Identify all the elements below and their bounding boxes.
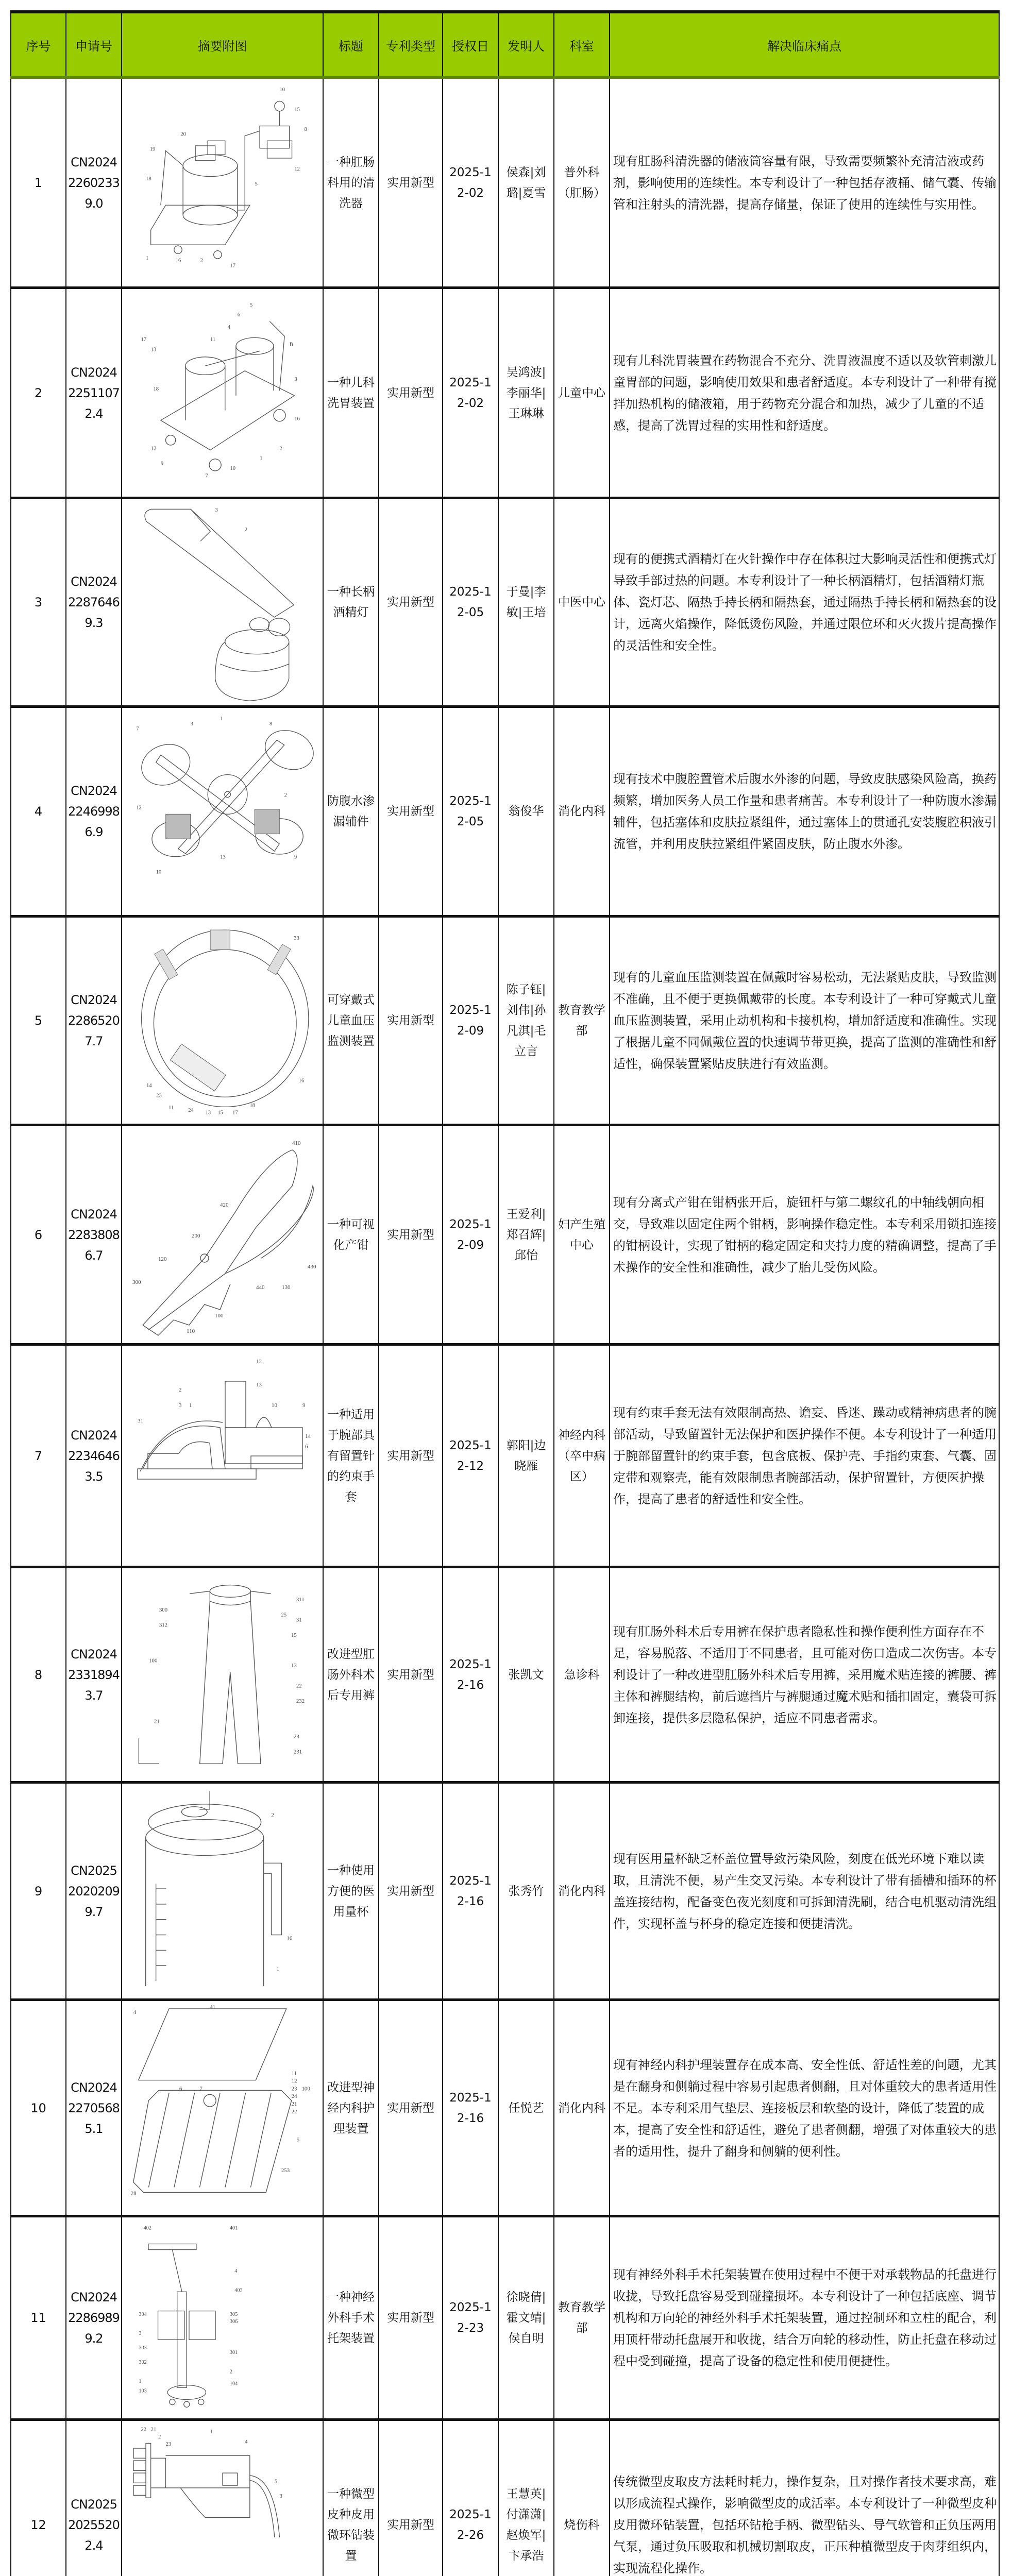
svg-text:23: 23 bbox=[165, 2442, 171, 2448]
svg-text:1: 1 bbox=[259, 455, 262, 462]
svg-text:22: 22 bbox=[296, 1683, 302, 1689]
svg-text:1: 1 bbox=[189, 1402, 192, 1409]
cell-pain: 现有神经外科手术托架装置在使用过程中不便于对承载物品的托盘进行收拢，导致托盘容易受到碰撞损坏。本专利设计了一种包括底座、调节机构和万向轮的神经外科手术托架装置，通过控制环和立柱的配合，利用顶杆带动托盘展开和收拢，结合万向轮的移动性，防止托盘在移动过程中受到碰撞，提高了设备的稳定性和使用便捷性。 bbox=[610, 2216, 999, 2420]
svg-text:23: 23 bbox=[293, 1733, 299, 1740]
cell-index: 9 bbox=[11, 1783, 66, 2000]
patent-table-sheet bbox=[10, 10, 999, 2576]
svg-text:24: 24 bbox=[291, 2093, 297, 2099]
svg-text:430: 430 bbox=[307, 1263, 316, 1270]
cell-title: 一种肛肠科用的清洗器 bbox=[323, 78, 379, 288]
header-type: 专利类型 bbox=[379, 12, 443, 78]
table-row bbox=[11, 917, 999, 1125]
svg-text:1: 1 bbox=[210, 2429, 213, 2435]
svg-text:25: 25 bbox=[280, 1612, 286, 1618]
cell-date: 2025-12-05 bbox=[443, 707, 498, 917]
cell-inventors: 吴鸿波|李丽华|王琳琳 bbox=[498, 288, 554, 498]
cell-type: 实用新型 bbox=[379, 1345, 443, 1567]
svg-text:4: 4 bbox=[244, 2439, 248, 2445]
svg-text:33: 33 bbox=[293, 935, 299, 941]
svg-text:13: 13 bbox=[291, 1662, 297, 1669]
patent-figure bbox=[126, 1129, 318, 1341]
svg-text:2: 2 bbox=[244, 527, 247, 533]
cell-title: 一种长柄酒精灯 bbox=[323, 498, 379, 707]
cell-app-no: CN202422838086.7 bbox=[66, 1125, 122, 1345]
cell-type: 实用新型 bbox=[379, 78, 443, 288]
table-row bbox=[11, 1125, 999, 1345]
cell-title: 一种儿科洗胃装置 bbox=[323, 288, 379, 498]
cell-date: 2025-12-02 bbox=[443, 78, 498, 288]
cell-title: 一种微型皮种皮用微环钻装置 bbox=[323, 2420, 379, 2576]
table-row bbox=[11, 2000, 999, 2216]
svg-text:7: 7 bbox=[136, 725, 139, 732]
svg-text:12: 12 bbox=[150, 446, 156, 452]
cell-index: 11 bbox=[11, 2216, 66, 2420]
cell-app-no: CN202422865207.7 bbox=[66, 917, 122, 1125]
svg-text:10: 10 bbox=[156, 869, 161, 875]
cell-pain: 现有的儿童血压监测装置在佩戴时容易松动，无法紧贴皮肤，导致监测不准确，且不便于更换佩戴带的长度。本专利设计了一种可穿戴式儿童血压监测装置，采用止动机构和卡接机构，增加舒适度和准确性。实现了根据儿童不同佩戴位置的快速调节带更换，提高了监测的准确性和舒适性，确保装置紧贴皮肤进行有效监测。 bbox=[610, 917, 999, 1125]
svg-text:9: 9 bbox=[302, 1402, 305, 1409]
cell-index: 4 bbox=[11, 707, 66, 917]
cell-dept: 妇产生殖中心 bbox=[554, 1125, 610, 1345]
neuro-nursing-device-drawing-icon bbox=[127, 2004, 318, 2213]
svg-text:11: 11 bbox=[168, 1105, 174, 1111]
cell-pain: 现有肛肠外科术后专用裤在保护患者隐私性和操作便利性方面存在不足，容易脱落、不适用于不同患者，且可能对伤口造成二次伤害。本专利设计了一种改进型肛肠外科术后专用裤，采用魔术贴连接的裤腰、裤主体和裤腿结构，前后遮挡片与裤腿通过魔术贴和插扣固定，囊袋可拆卸连接，提供多层隐私保护，适应不同患者需求。 bbox=[610, 1567, 999, 1783]
svg-text:18: 18 bbox=[153, 386, 159, 392]
cell-date: 2025-12-26 bbox=[443, 2420, 498, 2576]
svg-text:304: 304 bbox=[138, 2311, 147, 2317]
svg-text:12: 12 bbox=[291, 2077, 297, 2084]
header-inventors: 发明人 bbox=[498, 12, 554, 78]
cell-dept: 儿童中心 bbox=[554, 288, 610, 498]
svg-text:420: 420 bbox=[220, 1201, 228, 1208]
svg-text:130: 130 bbox=[281, 1284, 290, 1291]
svg-text:100: 100 bbox=[148, 1657, 157, 1664]
svg-text:402: 402 bbox=[143, 2225, 151, 2231]
svg-text:16: 16 bbox=[294, 416, 300, 422]
svg-text:1: 1 bbox=[276, 1965, 279, 1972]
svg-text:4: 4 bbox=[227, 324, 230, 330]
cell-type: 实用新型 bbox=[379, 917, 443, 1125]
cell-dept: 教育教学部 bbox=[554, 917, 610, 1125]
svg-text:22: 22 bbox=[140, 2427, 146, 2433]
svg-text:3: 3 bbox=[178, 1402, 181, 1409]
cell-type: 实用新型 bbox=[379, 1567, 443, 1783]
svg-text:15: 15 bbox=[217, 1110, 223, 1116]
patent-figure bbox=[126, 2424, 318, 2576]
table-row bbox=[11, 2216, 999, 2420]
svg-text:11: 11 bbox=[210, 336, 215, 343]
svg-text:17: 17 bbox=[232, 1110, 238, 1116]
svg-text:120: 120 bbox=[158, 1256, 166, 1262]
svg-text:2: 2 bbox=[158, 2434, 161, 2441]
cell-type: 实用新型 bbox=[379, 498, 443, 707]
svg-text:28: 28 bbox=[130, 2190, 137, 2196]
cell-date: 2025-12-16 bbox=[443, 2000, 498, 2216]
cell-app-no: CN202422869899.2 bbox=[66, 2216, 122, 2420]
cell-app-no: CN202520255202.4 bbox=[66, 2420, 122, 2576]
table-row bbox=[11, 288, 999, 498]
svg-text:311: 311 bbox=[296, 1596, 305, 1603]
cell-type: 实用新型 bbox=[379, 2420, 443, 2576]
cell-app-no: CN202422469986.9 bbox=[66, 707, 122, 917]
svg-text:16: 16 bbox=[175, 258, 181, 264]
cell-app-no: CN202423318943.7 bbox=[66, 1567, 122, 1783]
cell-inventors: 任悦艺 bbox=[498, 2000, 554, 2216]
svg-text:110: 110 bbox=[186, 1328, 195, 1334]
svg-text:41: 41 bbox=[209, 2004, 215, 2010]
cell-title: 一种使用方便的医用量杯 bbox=[323, 1783, 379, 2000]
svg-text:5: 5 bbox=[254, 181, 258, 187]
cell-figure bbox=[122, 2000, 323, 2216]
cell-date: 2025-12-09 bbox=[443, 917, 498, 1125]
header-title: 标题 bbox=[323, 12, 379, 78]
svg-text:17: 17 bbox=[140, 336, 146, 343]
svg-text:21: 21 bbox=[150, 2427, 156, 2433]
svg-text:14: 14 bbox=[305, 1433, 311, 1439]
svg-text:10: 10 bbox=[271, 1402, 277, 1409]
table-row bbox=[11, 707, 999, 917]
svg-text:300: 300 bbox=[132, 1279, 141, 1285]
cell-inventors: 郭阳|边晓雁 bbox=[498, 1345, 554, 1567]
svg-text:1: 1 bbox=[138, 2378, 141, 2384]
table-row bbox=[11, 78, 999, 288]
svg-text:13: 13 bbox=[205, 1110, 211, 1116]
svg-text:2: 2 bbox=[279, 446, 282, 452]
svg-text:200: 200 bbox=[191, 1232, 200, 1239]
header-date: 授权日 bbox=[443, 12, 498, 78]
svg-text:104: 104 bbox=[229, 2381, 238, 2387]
cell-figure bbox=[122, 498, 323, 707]
cell-index: 8 bbox=[11, 1567, 66, 1783]
cell-app-no: CN202422346463.5 bbox=[66, 1345, 122, 1567]
surgical-tray-stand-drawing-icon bbox=[127, 2220, 318, 2416]
cell-pain: 现有约束手套无法有效限制高热、谵妄、昏迷、躁动或精神病患者的腕部活动，导致留置针无法保护和医护操作不便。本专利设计了一种适用于腕部留置针的约束手套，包含底板、保护壳、手指约束套、气囊、固定带和观察壳，能有效限制患者腕部活动，保护留置针，方便医护操作，提高了患者的舒适性和安全性。 bbox=[610, 1345, 999, 1567]
cell-app-no: CN202422705685.1 bbox=[66, 2000, 122, 2216]
svg-text:9: 9 bbox=[160, 460, 163, 466]
svg-text:4: 4 bbox=[133, 2009, 136, 2015]
patent-table bbox=[10, 10, 1000, 2576]
cell-type: 实用新型 bbox=[379, 1783, 443, 2000]
svg-text:10: 10 bbox=[229, 465, 235, 471]
svg-text:13: 13 bbox=[256, 1381, 262, 1388]
svg-text:31: 31 bbox=[137, 1417, 143, 1424]
cell-figure bbox=[122, 1125, 323, 1345]
cell-figure bbox=[122, 1345, 323, 1567]
header-row bbox=[11, 12, 999, 78]
cell-index: 12 bbox=[11, 2420, 66, 2576]
cell-app-no: CN202520202099.7 bbox=[66, 1783, 122, 2000]
svg-text:312: 312 bbox=[159, 1621, 167, 1628]
svg-text:6: 6 bbox=[305, 1443, 308, 1450]
svg-text:13: 13 bbox=[150, 346, 156, 352]
cell-dept: 普外科（肛肠） bbox=[554, 78, 610, 288]
cell-inventors: 陈子钰|刘伟|孙凡淇|毛立言 bbox=[498, 917, 554, 1125]
svg-text:23: 23 bbox=[291, 2085, 297, 2092]
cell-inventors: 徐晓倩|霍文靖|侯自明 bbox=[498, 2216, 554, 2420]
svg-text:17: 17 bbox=[229, 262, 235, 268]
cell-title: 改进型肛肠外科术后专用裤 bbox=[323, 1567, 379, 1783]
svg-text:21: 21 bbox=[154, 1718, 160, 1725]
header-pain: 解决临床痛点 bbox=[610, 12, 999, 78]
cell-date: 2025-12-05 bbox=[443, 498, 498, 707]
ascites-leak-prevention-drawing-icon bbox=[127, 710, 318, 913]
svg-text:2: 2 bbox=[178, 1386, 181, 1393]
svg-text:B: B bbox=[289, 342, 293, 348]
child-bp-monitor-drawing-icon bbox=[127, 920, 318, 1122]
cell-app-no: CN202422876469.3 bbox=[66, 498, 122, 707]
svg-text:21: 21 bbox=[291, 2100, 297, 2107]
cell-figure bbox=[122, 1567, 323, 1783]
cell-dept: 消化内科 bbox=[554, 1783, 610, 2000]
cell-index: 7 bbox=[11, 1345, 66, 1567]
svg-text:231: 231 bbox=[293, 1749, 302, 1755]
cell-inventors: 翁俊华 bbox=[498, 707, 554, 917]
svg-text:15: 15 bbox=[291, 1632, 297, 1638]
patent-figure bbox=[126, 502, 318, 703]
cell-app-no: CN202422511072.4 bbox=[66, 288, 122, 498]
svg-text:300: 300 bbox=[159, 1606, 167, 1613]
cell-pain: 现有的便携式酒精灯在火针操作中存在体积过大影响灵活性和便携式灯导致手部过热的问题。本专利设计了一种长柄酒精灯，包括酒精灯瓶体、瓷灯芯、隔热手持长柄和隔热套，通过隔热手持长柄和隔热套的设计，远离火焰操作，降低烫伤风险，并通过限位环和灭火拨片提高操作的灵活性和安全性。 bbox=[610, 498, 999, 707]
svg-text:6: 6 bbox=[237, 312, 240, 318]
svg-text:1: 1 bbox=[145, 255, 148, 261]
cell-figure bbox=[122, 2420, 323, 2576]
svg-text:10: 10 bbox=[279, 87, 285, 93]
patent-figure bbox=[126, 1348, 318, 1564]
cell-title: 一种神经外科手术托架装置 bbox=[323, 2216, 379, 2420]
cell-pain: 现有分离式产钳在钳柄张开后，旋钮杆与第二螺纹孔的中轴线朝向相交，导致难以固定住两个钳柄，影响操作稳定性。本专利采用锁扣连接的钳柄设计，实现了钳柄的稳定固定和夹持力度的精确调整，提高了手术操作的安全性和准确性，减少了胎儿受伤风险。 bbox=[610, 1125, 999, 1345]
cell-date: 2025-12-16 bbox=[443, 1567, 498, 1783]
header-dept: 科室 bbox=[554, 12, 610, 78]
patent-figure bbox=[126, 1786, 318, 1996]
svg-text:2: 2 bbox=[284, 792, 287, 799]
svg-text:401: 401 bbox=[229, 2225, 238, 2231]
cell-dept: 消化内科 bbox=[554, 2000, 610, 2216]
svg-text:303: 303 bbox=[138, 2345, 147, 2351]
svg-text:306: 306 bbox=[229, 2318, 238, 2325]
table-row bbox=[11, 498, 999, 707]
svg-text:20: 20 bbox=[180, 131, 186, 138]
svg-text:16: 16 bbox=[298, 1078, 304, 1084]
svg-text:4: 4 bbox=[234, 2268, 237, 2274]
svg-text:2: 2 bbox=[229, 2368, 232, 2375]
cell-app-no: CN202422602339.0 bbox=[66, 78, 122, 288]
cell-dept: 急诊科 bbox=[554, 1567, 610, 1783]
svg-text:440: 440 bbox=[256, 1284, 264, 1291]
svg-text:7: 7 bbox=[199, 2085, 203, 2092]
svg-text:3: 3 bbox=[279, 2494, 282, 2500]
patent-figure bbox=[126, 2004, 318, 2213]
svg-text:5: 5 bbox=[274, 2479, 277, 2485]
cell-pain: 现有肛肠科清洗器的储液筒容量有限，导致需要频繁补充清洁液或药剂，影响使用的连续性。本专利设计了一种包括存液桶、储气囊、传输管和注射头的清洗器，提高存储量，保证了使用的连续性与实用性。 bbox=[610, 78, 999, 288]
svg-text:15: 15 bbox=[294, 107, 300, 113]
svg-text:8: 8 bbox=[304, 126, 307, 132]
cell-title: 一种可视化产钳 bbox=[323, 1125, 379, 1345]
header-index: 序号 bbox=[11, 12, 66, 78]
restraint-glove-drawing-icon bbox=[127, 1348, 318, 1564]
cell-date: 2025-12-09 bbox=[443, 1125, 498, 1345]
svg-text:3: 3 bbox=[215, 507, 218, 513]
svg-text:22: 22 bbox=[291, 2108, 297, 2115]
cell-index: 1 bbox=[11, 78, 66, 288]
svg-text:5: 5 bbox=[296, 2136, 299, 2143]
header-app-no: 申请号 bbox=[66, 12, 122, 78]
svg-text:5: 5 bbox=[249, 302, 252, 308]
patent-figure bbox=[126, 710, 318, 913]
svg-text:302: 302 bbox=[138, 2359, 147, 2365]
cell-figure bbox=[122, 78, 323, 288]
cell-dept: 中医中心 bbox=[554, 498, 610, 707]
micro-skin-graft-drill-drawing-icon bbox=[127, 2424, 318, 2576]
cell-figure bbox=[122, 707, 323, 917]
cell-title: 可穿戴式儿童血压监测装置 bbox=[323, 917, 379, 1125]
cell-dept: 神经内科（卒中病区） bbox=[554, 1345, 610, 1567]
patent-figure bbox=[126, 292, 318, 495]
header-figure: 摘要附图 bbox=[122, 12, 323, 78]
svg-text:301: 301 bbox=[229, 2349, 238, 2355]
cell-pain: 传统微型皮取皮方法耗时耗力，操作复杂，且对操作者技术要求高，难以形成流程式操作，影响微型皮的成活率。本专利设计了一种微型皮种皮用微环钻装置，包括环钻枪手柄、微型钻头、导气软管和正负压两用气泵，通过负压吸取和机械切割取皮，正压种植微型皮于肉芽组织内，实现流程化操作。 bbox=[610, 2420, 999, 2576]
visual-forceps-drawing-icon bbox=[127, 1129, 318, 1341]
svg-text:23: 23 bbox=[156, 1092, 162, 1098]
svg-text:3: 3 bbox=[190, 721, 193, 727]
cell-pain: 现有技术中腹腔置管术后腹水外渗的问题，导致皮肤感染风险高，换药频繁，增加医务人员工作量和患者痛苦。本专利设计了一种防腹水渗漏辅件，包括塞体和皮肤拉紧组件，通过塞体上的贯通孔安装腹腔积液引流管，并利用皮肤拉紧组件紧固皮肤，防止腹水外渗。 bbox=[610, 707, 999, 917]
svg-text:12: 12 bbox=[294, 166, 300, 172]
cell-figure bbox=[122, 288, 323, 498]
long-handle-alcohol-lamp-drawing-icon bbox=[127, 502, 318, 703]
svg-text:14: 14 bbox=[146, 1082, 152, 1089]
cell-title: 防腹水渗漏辅件 bbox=[323, 707, 379, 917]
svg-text:6: 6 bbox=[179, 2085, 182, 2092]
svg-text:12: 12 bbox=[256, 1358, 262, 1365]
cell-index: 3 bbox=[11, 498, 66, 707]
cell-figure bbox=[122, 1783, 323, 2000]
cell-date: 2025-12-02 bbox=[443, 288, 498, 498]
cell-index: 10 bbox=[11, 2000, 66, 2216]
svg-text:7: 7 bbox=[205, 472, 208, 479]
cell-type: 实用新型 bbox=[379, 2000, 443, 2216]
svg-text:305: 305 bbox=[229, 2311, 238, 2317]
patent-figure bbox=[126, 1571, 318, 1779]
patent-figure bbox=[126, 920, 318, 1122]
cell-index: 5 bbox=[11, 917, 66, 1125]
cell-index: 2 bbox=[11, 288, 66, 498]
svg-text:31: 31 bbox=[296, 1617, 302, 1623]
svg-text:3: 3 bbox=[294, 376, 297, 382]
cell-inventors: 张凯文 bbox=[498, 1567, 554, 1783]
cell-type: 实用新型 bbox=[379, 288, 443, 498]
cell-pain: 现有神经内科护理装置存在成本高、安全性低、舒适性差的问题，尤其是在翻身和侧躺过程中容易引起患者侧翻，且对体重较大的患者适用性不足。本专利采用气垫层、连接板层和软垫的设计，降低了装置的成本，提高了安全性和舒适性，避免了患者侧翻，增强了对体重较大的患者的适用性，提升了翻身和侧躺的便利性。 bbox=[610, 2000, 999, 2216]
cell-inventors: 王慧英|付潇潇|赵焕军|卞承浩 bbox=[498, 2420, 554, 2576]
svg-text:100: 100 bbox=[214, 1312, 223, 1319]
svg-text:24: 24 bbox=[188, 1107, 194, 1113]
measuring-cup-drawing-icon bbox=[127, 1786, 318, 1996]
table-row bbox=[11, 2420, 999, 2576]
cell-date: 2025-12-12 bbox=[443, 1345, 498, 1567]
svg-text:9: 9 bbox=[294, 854, 297, 860]
svg-text:16: 16 bbox=[286, 1935, 292, 1942]
table-row bbox=[11, 1783, 999, 2000]
svg-text:11: 11 bbox=[291, 2070, 297, 2077]
svg-text:100: 100 bbox=[301, 2085, 310, 2092]
table-row bbox=[11, 1345, 999, 1567]
cell-inventors: 王爱利|郑召辉|邱怡 bbox=[498, 1125, 554, 1345]
cell-title: 一种适用于腕部具有留置针的约束手套 bbox=[323, 1345, 379, 1567]
table-row bbox=[11, 1567, 999, 1783]
cell-index: 6 bbox=[11, 1125, 66, 1345]
svg-text:8: 8 bbox=[269, 721, 272, 727]
cell-inventors: 张秀竹 bbox=[498, 1783, 554, 2000]
svg-text:103: 103 bbox=[138, 2388, 147, 2394]
postoperative-pants-drawing-icon bbox=[127, 1571, 318, 1779]
cell-date: 2025-12-16 bbox=[443, 1783, 498, 2000]
svg-text:18: 18 bbox=[249, 1102, 255, 1108]
svg-text:232: 232 bbox=[296, 1698, 305, 1704]
cell-inventors: 于曼|李敏|王培 bbox=[498, 498, 554, 707]
svg-text:3: 3 bbox=[138, 2330, 141, 2336]
svg-text:18: 18 bbox=[145, 176, 151, 182]
svg-text:2: 2 bbox=[200, 258, 203, 264]
patent-figure bbox=[126, 81, 318, 284]
cell-type: 实用新型 bbox=[379, 1125, 443, 1345]
table-body bbox=[11, 78, 999, 2576]
svg-text:1: 1 bbox=[220, 716, 223, 722]
cell-figure bbox=[122, 917, 323, 1125]
cell-type: 实用新型 bbox=[379, 707, 443, 917]
svg-text:19: 19 bbox=[149, 146, 155, 152]
svg-text:12: 12 bbox=[136, 805, 142, 811]
cell-pain: 现有儿科洗胃装置在药物混合不充分、洗胃液温度不适以及软管刺激儿童胃部的问题，影响使用效果和患者舒适度。本专利设计了一种带有搅拌加热机构的储液箱，用于药物充分混合和加热，减少了儿童的不适感，提高了洗胃过程的实用性和舒适度。 bbox=[610, 288, 999, 498]
svg-text:253: 253 bbox=[281, 2167, 290, 2174]
svg-text:13: 13 bbox=[220, 854, 226, 860]
cell-date: 2025-12-23 bbox=[443, 2216, 498, 2420]
cell-dept: 烧伤科 bbox=[554, 2420, 610, 2576]
cell-pain: 现有医用量杯缺乏杯盖位置导致污染风险，刻度在低光环境下难以读取，且清洗不便，易产生交叉污染。本专利设计了带有插槽和插环的杯盖连接结构，配备变色夜光刻度和可拆卸清洗刷，结合电机驱动清洗组件，实现杯盖与杯身的稳定连接和便捷清洗。 bbox=[610, 1783, 999, 2000]
pediatric-gastric-lavage-drawing-icon bbox=[127, 292, 318, 495]
rectal-cleaner-drawing-icon bbox=[127, 81, 318, 284]
cell-dept: 教育教学部 bbox=[554, 2216, 610, 2420]
svg-text:2: 2 bbox=[271, 1812, 274, 1819]
cell-title: 改进型神经内科护理装置 bbox=[323, 2000, 379, 2216]
svg-text:403: 403 bbox=[234, 2287, 243, 2293]
cell-inventors: 侯森|刘璐|夏雪 bbox=[498, 78, 554, 288]
cell-dept: 消化内科 bbox=[554, 707, 610, 917]
cell-type: 实用新型 bbox=[379, 2216, 443, 2420]
cell-figure bbox=[122, 2216, 323, 2420]
patent-figure bbox=[126, 2220, 318, 2416]
svg-text:410: 410 bbox=[292, 1140, 300, 1146]
